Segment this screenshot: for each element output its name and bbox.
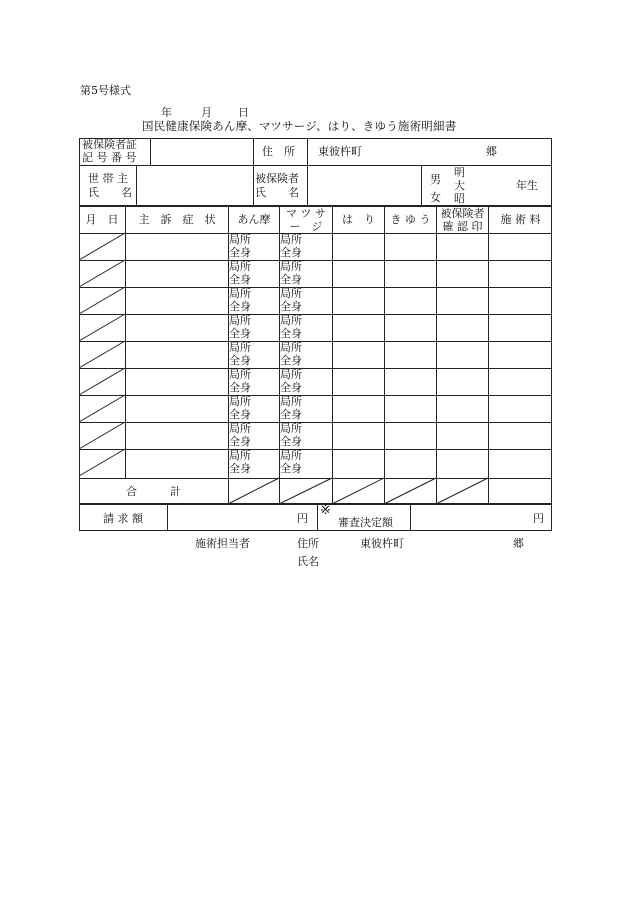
column-fee: 施 術 料 — [500, 213, 541, 226]
era-meiji: 明 — [454, 166, 465, 179]
total-label: 合 計 — [126, 485, 181, 498]
anma-treatment-type: 局所 全身 — [229, 422, 251, 448]
footer-name-label: 氏名 — [297, 555, 319, 568]
anma-treatment-type: 局所 全身 — [229, 449, 251, 475]
claim-label: 請 求 額 — [103, 512, 143, 525]
massage-treatment-type: 局所 全身 — [280, 368, 302, 394]
massage-treatment-type: 局所 全身 — [280, 287, 302, 313]
massage-treatment-type: 局所 全身 — [280, 449, 302, 475]
massage-treatment-type: 局所 全身 — [280, 341, 302, 367]
massage-treatment-type: 局所 全身 — [280, 395, 302, 421]
review-amount-field[interactable] — [411, 505, 551, 530]
review-amount-label: 審査決定額 — [338, 516, 393, 529]
footer-town: 東彼杵町 — [360, 537, 404, 550]
address-town: 東彼杵町 — [318, 145, 362, 158]
column-complaint: 主 訴 症 状 — [138, 213, 216, 226]
form-number: 第5号様式 — [80, 84, 131, 97]
column-anma: あん摩 — [237, 213, 271, 226]
claim-amount-field[interactable] — [168, 505, 316, 530]
review-currency: 円 — [533, 512, 544, 525]
massage-treatment-type: 局所 全身 — [280, 260, 302, 286]
column-date: 月 日 — [85, 213, 119, 226]
massage-treatment-type: 局所 全身 — [280, 233, 302, 259]
date-day-label: 日 — [238, 106, 249, 119]
sex-female: 女 — [430, 191, 441, 204]
insurance-card-label: 被保険者証 記 号 番 号 — [82, 138, 137, 164]
column-hari: は り — [342, 213, 375, 226]
sex-male: 男 — [430, 173, 441, 186]
anma-treatment-type: 局所 全身 — [229, 233, 251, 259]
anma-treatment-type: 局所 全身 — [229, 368, 251, 394]
column-massage: マ ツ サ ー ジ — [286, 207, 326, 233]
practitioner-label: 施術担当者 — [195, 537, 250, 550]
footer-address-label: 住所 — [297, 537, 319, 550]
era-taisho: 大 — [454, 179, 465, 192]
anma-treatment-type: 局所 全身 — [229, 395, 251, 421]
column-kyu: き ゆ う — [390, 213, 431, 226]
anma-treatment-type: 局所 全身 — [229, 314, 251, 340]
massage-treatment-type: 局所 全身 — [280, 314, 302, 340]
householder-label: 世 帯 主 氏 名 — [88, 172, 132, 200]
insured-name-label: 被保険者 氏 名 — [255, 172, 299, 200]
anma-treatment-type: 局所 全身 — [229, 287, 251, 313]
document-title: 国民健康保険あん摩、マツサージ、はり、きゆう施術明細書 — [142, 119, 457, 133]
review-mark: ※ — [320, 503, 331, 518]
claim-currency: 円 — [297, 512, 308, 525]
anma-treatment-type: 局所 全身 — [229, 341, 251, 367]
footer-district: 郷 — [513, 537, 524, 550]
massage-treatment-type: 局所 全身 — [280, 422, 302, 448]
address-district: 郷 — [486, 145, 497, 158]
date-year-label: 年 — [161, 106, 172, 119]
era-showa: 昭 — [454, 192, 465, 205]
birth-year-label: 年生 — [516, 179, 538, 192]
address-label: 住 所 — [262, 145, 295, 158]
column-confirmation: 被保険者 確 認 印 — [440, 207, 485, 233]
anma-treatment-type: 局所 全身 — [229, 260, 251, 286]
date-month-label: 月 — [201, 106, 212, 119]
